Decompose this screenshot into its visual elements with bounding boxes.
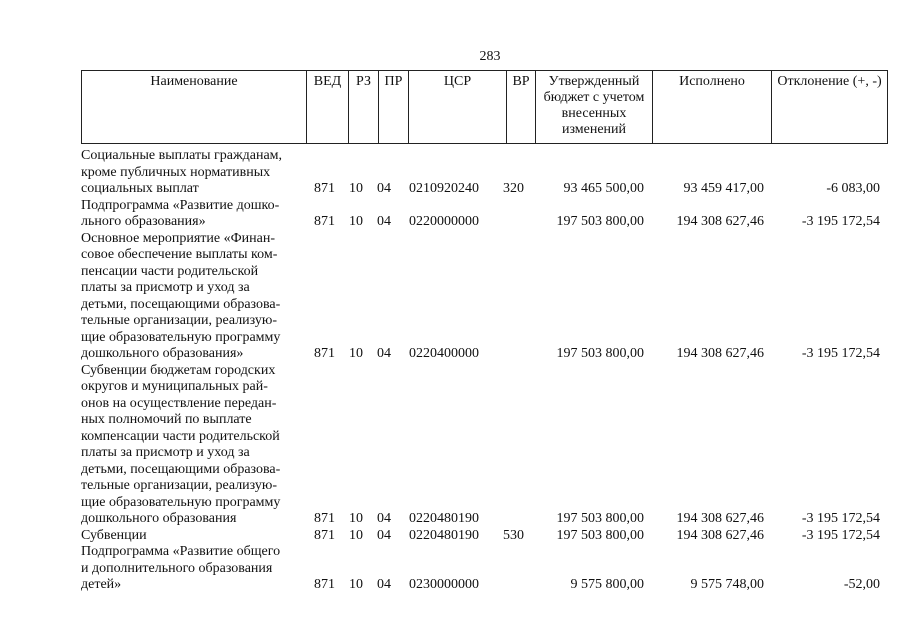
pr-cell: 04: [377, 181, 391, 196]
table-body: [81, 148, 888, 594]
csr-cell: 0210920240: [409, 181, 479, 196]
page-number: 283: [479, 49, 501, 64]
rz-cell: 10: [349, 214, 363, 229]
deviation-cell: -3 195 172,54: [801, 511, 880, 526]
header-deviation: Отклонение (+, -): [777, 74, 882, 89]
deviation-cell: -3 195 172,54: [801, 346, 880, 361]
table-row: [81, 528, 888, 545]
header-vr: ВР: [507, 71, 536, 143]
table-row: [81, 198, 888, 231]
table-row: [81, 148, 888, 198]
deviation-cell: -3 195 172,54: [801, 527, 880, 543]
header-name: Наименование: [82, 71, 307, 143]
header-rz: РЗ: [349, 71, 379, 143]
pr-cell: 04: [377, 527, 391, 543]
name-cell: Субвенции бюджетам городских округов и муниципальных рай- онов на осуществление передан- ных полномочий по выплате компенсации части родительской платы за присмотр и уход за детьми, посещающими образова- тельные организации, реализую- щие образовательную программу дошкольного образования: [81, 362, 281, 526]
header-budget: Утвержденный бюджет с учетом внесенных изменений: [536, 71, 653, 143]
vr-cell: 320: [503, 181, 524, 196]
csr-cell: 0220480190: [409, 527, 479, 543]
budget-cell: 9 575 800,00: [570, 577, 644, 592]
executed-cell: 194 308 627,46: [676, 511, 764, 526]
ved-cell: 871: [314, 577, 335, 592]
pr-cell: 04: [377, 577, 391, 592]
name-cell: Подпрограмма «Развитие дошко- льного образования»: [81, 197, 280, 229]
executed-cell: 194 308 627,46: [676, 214, 764, 229]
header-csr: ЦСР: [409, 71, 507, 143]
header-executed: Исполнено: [653, 71, 772, 143]
vr-cell: 530: [503, 527, 524, 543]
header-ved: ВЕД: [307, 71, 349, 143]
pr-cell: 04: [377, 511, 391, 526]
ved-cell: 871: [314, 214, 335, 229]
csr-cell: 0220400000: [409, 346, 479, 361]
csr-cell: 0230000000: [409, 577, 479, 592]
budget-cell: 197 503 800,00: [556, 346, 644, 361]
rz-cell: 10: [349, 527, 363, 543]
pr-cell: 04: [377, 346, 391, 361]
header-pr: ПР: [379, 71, 409, 143]
budget-cell: 197 503 800,00: [556, 511, 644, 526]
executed-cell: 9 575 748,00: [690, 577, 764, 592]
deviation-cell: -52,00: [843, 577, 880, 592]
table-row: [81, 544, 888, 594]
deviation-cell: -6 083,00: [826, 181, 880, 196]
ved-cell: 871: [314, 511, 335, 526]
rz-cell: 10: [349, 181, 363, 196]
budget-table: [81, 70, 888, 594]
budget-cell: 197 503 800,00: [556, 527, 644, 543]
rz-cell: 10: [349, 346, 363, 361]
budget-cell: 93 465 500,00: [563, 181, 644, 196]
csr-cell: 0220480190: [409, 511, 479, 526]
name-cell: Социальные выплаты гражданам, кроме публичных нормативных социальных выплат: [81, 148, 283, 196]
executed-cell: 93 459 417,00: [683, 181, 764, 196]
rz-cell: 10: [349, 511, 363, 526]
budget-cell: 197 503 800,00: [556, 214, 644, 229]
table-row: [81, 363, 888, 528]
ved-cell: 871: [314, 527, 335, 543]
deviation-cell: -3 195 172,54: [801, 214, 880, 229]
table-row: [81, 231, 888, 363]
ved-cell: 871: [314, 346, 335, 361]
table-header: [81, 70, 888, 144]
executed-cell: 194 308 627,46: [676, 346, 764, 361]
pr-cell: 04: [377, 214, 391, 229]
ved-cell: 871: [314, 181, 335, 196]
rz-cell: 10: [349, 577, 363, 592]
name-cell: Подпрограмма «Развитие общего и дополнительного образования детей»: [81, 544, 281, 592]
csr-cell: 0220000000: [409, 214, 479, 229]
executed-cell: 194 308 627,46: [676, 527, 764, 543]
name-cell: Субвенции: [81, 527, 147, 543]
name-cell: Основное мероприятие «Финан- совое обеспечение выплаты ком- пенсации части родительской платы за присмотр и уход за детьми, посещающими образова- тельные организации, реализую- щие образовательную программу дошкольного образования»: [81, 230, 281, 361]
